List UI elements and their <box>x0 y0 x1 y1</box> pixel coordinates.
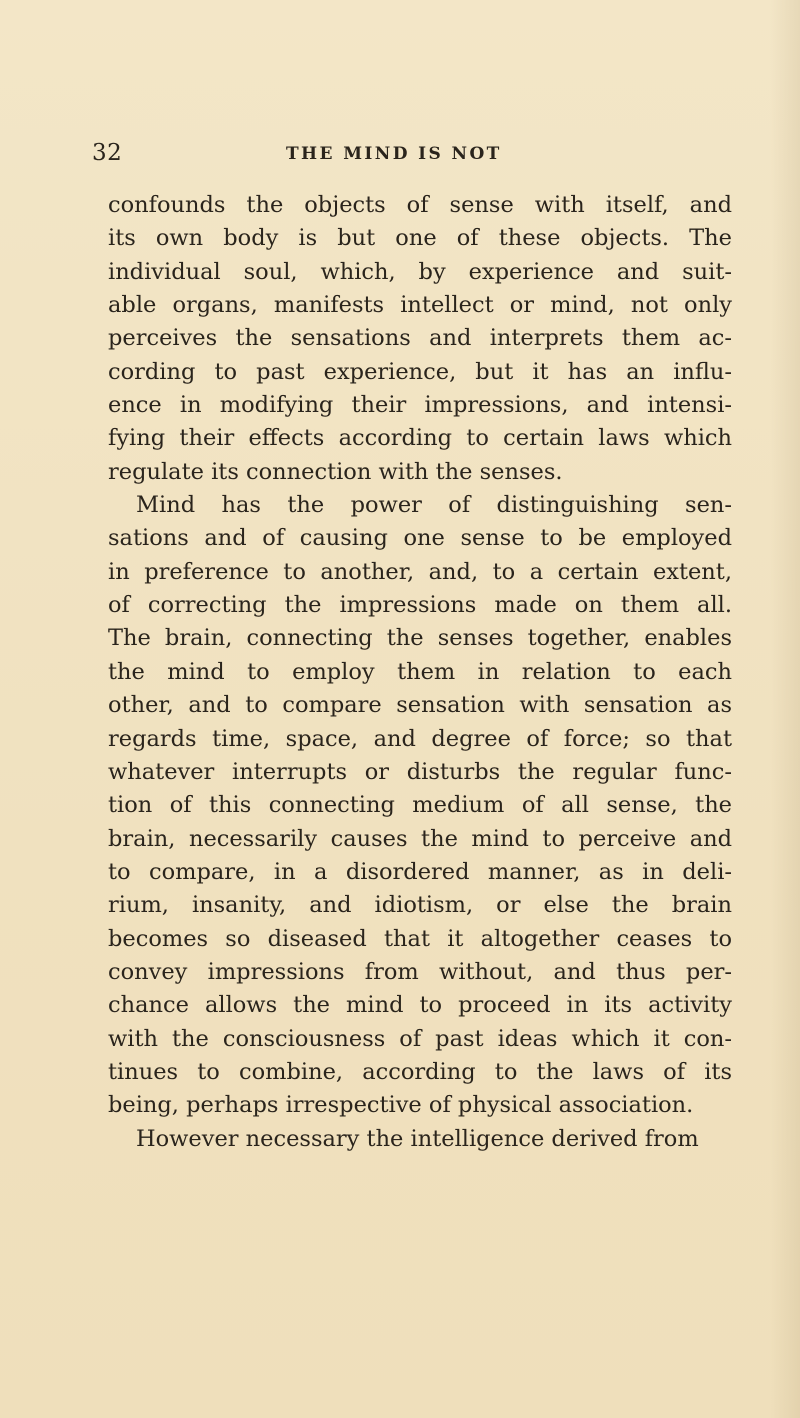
text-line: fying their effects according to certain laws which <box>108 425 732 452</box>
text-line: the mind to employ them in relation to each <box>108 658 732 685</box>
text-line: convey impressions from without, and thus per- <box>108 958 732 985</box>
text-line: whatever interrupts or disturbs the regular func- <box>108 758 732 785</box>
paragraph-start-line: However necessary the intelligence derived from <box>136 1125 699 1152</box>
text-line: becomes so diseased that it altogether ceases to <box>108 925 732 952</box>
paragraph-start-line: Mind has the power of distinguishing sen- <box>136 492 732 519</box>
text-line: cording to past experience, but it has an influ- <box>108 358 732 385</box>
text-line: sations and of causing one sense to be employed <box>108 525 732 552</box>
text-line: chance allows the mind to proceed in its activity <box>108 992 732 1019</box>
text-line: of correcting the impressions made on them all. <box>108 592 732 619</box>
text-line: regulate its connection with the senses. <box>108 458 563 485</box>
page-header <box>92 140 722 176</box>
text-line: able organs, manifests intellect or mind, not only <box>108 292 732 319</box>
text-line: other, and to compare sensation with sensation as <box>108 692 732 719</box>
text-line: being, perhaps irrespective of physical association. <box>108 1092 694 1119</box>
text-line: individual soul, which, by experience and suit- <box>108 258 732 285</box>
text-line: brain, necessarily causes the mind to perceive and <box>108 825 732 852</box>
text-line: with the consciousness of past ideas which it con- <box>108 1025 732 1052</box>
body-text <box>108 189 732 1156</box>
text-line: in preference to another, and, to a certain extent, <box>108 558 732 585</box>
text-line: confounds the objects of sense with itself, and <box>108 192 732 218</box>
text-line: tion of this connecting medium of all sense, the <box>108 792 732 819</box>
text-line: The brain, connecting the senses together, enables <box>108 625 732 652</box>
text-line: its own body is but one of these objects. The <box>108 225 732 252</box>
text-line: rium, insanity, and idiotism, or else the brain <box>108 892 732 919</box>
text-line: perceives the sensations and interprets them ac- <box>108 325 732 352</box>
page-number: 32 <box>92 140 123 166</box>
text-line: tinues to combine, according to the laws of its <box>108 1058 732 1085</box>
text-line: regards time, space, and degree of force; so that <box>108 725 732 752</box>
running-head: THE MIND IS NOT <box>286 144 502 164</box>
text-line: ence in modifying their impressions, and intensi- <box>108 392 732 419</box>
text-line: to compare, in a disordered manner, as in deli- <box>108 858 732 885</box>
